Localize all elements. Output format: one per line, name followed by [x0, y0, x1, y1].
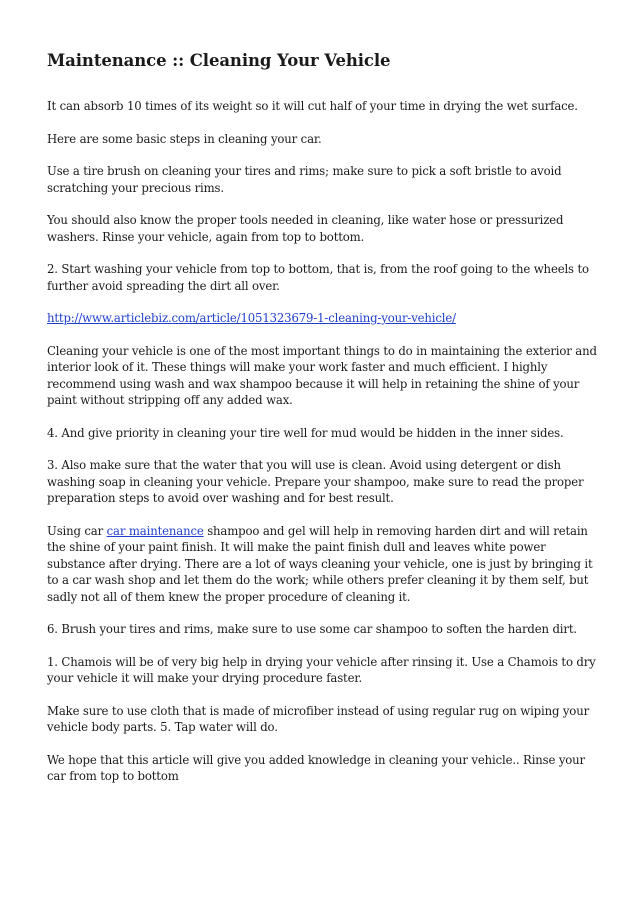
paragraph-step-6: 6. Brush your tires and rims, make sure to use some car shampoo to soften the harden dirt. — [47, 622, 577, 636]
paragraph-important-things: Cleaning your vehicle is one of the most important things to do in maintaining the exterior and interior look of it. These things will make your work faster and much efficient. I highly recommend using wash and wax shampoo because it will help in retaining the shine of your paint without stripping off any added wax. — [47, 343, 597, 407]
paragraph-conclusion: We hope that this article will give you added knowledge in cleaning your vehicle.. Rinse your car from top to bottom — [47, 752, 585, 783]
paragraph-step-4: 4. And give priority in cleaning your tire well for mud would be hidden in the inner sides. — [47, 425, 564, 440]
paragraph-step-1: 1. Chamois will be of very big help in drying your vehicle after rinsing it. Use a Chamois to dry your vehicle it will make your drying procedure faster. — [47, 654, 596, 685]
paragraph-car-maintenance — [47, 523, 597, 606]
source-article-link[interactable]: http://www.articlebiz.com/article/1051323679-1-cleaning-your-vehicle/ — [47, 311, 456, 325]
page-title: Maintenance :: Cleaning Your Vehicle — [47, 51, 391, 70]
paragraph-step-2: 2. Start washing your vehicle from top to bottom, that is, from the roof going to the wheels to further avoid spreading the dirt all over. — [47, 262, 589, 293]
paragraph-microfiber: Make sure to use cloth that is made of microfiber instead of using regular rug on wiping your vehicle body parts. 5. Tap water will do. — [47, 703, 590, 734]
paragraph-absorb: It can absorb 10 times of its weight so it will cut half of your time in drying the wet surface. — [47, 99, 578, 113]
source-link-paragraph — [47, 310, 597, 327]
paragraph-tire-brush: Use a tire brush on cleaning your tires and rims; make sure to pick a soft bristle to avoid scratching your precious rims. — [47, 164, 562, 195]
paragraph-step-3: 3. Also make sure that the water that you will use is clean. Avoid using detergent or dish washing soap in cleaning your vehicle. Prepare your shampoo, make sure to read the proper preparation steps to avoid over washing and for best result. — [47, 458, 584, 505]
car-maintenance-link[interactable]: car maintenance — [106, 523, 204, 538]
paragraph-car-maintenance-start: Using car — [47, 523, 107, 538]
paragraph-car-maintenance-rest: shampoo and gel will help in removing harden dirt and will retain the shine of your paint finish. It will make the paint finish dull and leaves white power substance after drying. There are a lot of ways cleaning your vehicle, one is just by bringing it to a car wash shop and let them do the work; while others prefer cleaning it by them self, but sadly not all of them knew the proper procedure of cleaning it. — [47, 523, 593, 604]
document-page — [47, 50, 597, 801]
paragraph-basic-steps: Here are some basic steps in cleaning your car. — [47, 131, 322, 146]
paragraph-proper-tools: You should also know the proper tools needed in cleaning, like water hose or pressurized washers. Rinse your vehicle, again from top to bottom. — [47, 213, 564, 244]
